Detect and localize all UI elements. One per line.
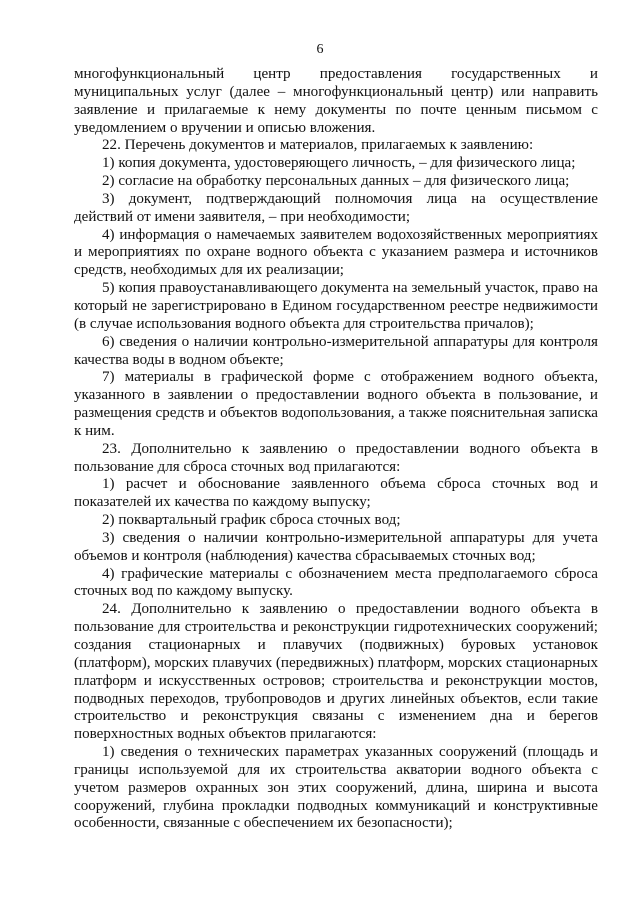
- paragraph: 4) графические материалы с обозначением места предполагаемого сброса сточных вод по каждому выпуску.: [74, 565, 598, 600]
- paragraph: 3) документ, подтверждающий полномочия лица на осуществление действий от имени заявителя, – при необходимости;: [74, 190, 598, 225]
- paragraph: 7) материалы в графической форме с отображением водного объекта, указанного в заявлении о предоставлении водного объекта в пользование, и размещения средств и объектов водопользования, а также пояснительная записка к ним.: [74, 369, 598, 439]
- paragraph: 6) сведения о наличии контрольно-измерительной аппаратуры для контроля качества воды в водном объекте;: [74, 333, 598, 368]
- paragraph: 5) копия правоустанавливающего документа на земельный участок, право на который не зарегистрировано в Едином государственном реестре недвижимости (в случае использования водного объекта для строительства причалов);: [74, 280, 598, 332]
- paragraph: 3) сведения о наличии контрольно-измерительной аппаратуры для учета объемов и контроля (наблюдения) качества сбрасываемых сточных вод;: [74, 529, 598, 564]
- paragraph: 1) расчет и обоснование заявленного объема сброса сточных вод и показателей их качества по каждому выпуску;: [74, 476, 598, 511]
- paragraph: 1) сведения о технических параметрах указанных сооружений (площадь и границы используемой для их строительства акватории водного объекта с учетом размеров охранных зон этих сооружений, длина, ширина и высота сооружений, глубина прокладки подводных коммуникаций и конструктивные особенности, связанные с обеспечением их безопасности);: [74, 744, 598, 832]
- paragraph: 4) информация о намечаемых заявителем водохозяйственных мероприятиях и мероприятиях по охране водного объекта с указанием размера и источников средств, необходимых для их реализации;: [74, 226, 598, 279]
- paragraph: 2) согласие на обработку персональных данных – для физического лица;: [102, 173, 570, 190]
- paragraph: 1) копия документа, удостоверяющего личность, – для физического лица;: [102, 155, 576, 172]
- paragraph: 2) поквартальный график сброса сточных вод;: [102, 512, 401, 529]
- paragraph: многофункциональный центр предоставления государственных и муниципальных услуг (далее – многофункциональный центр) или направить заявление и прилагаемые к нему документы по почте ценным письмом с уведомлением о вручении и описью вложения.: [74, 66, 598, 136]
- page-number: 6: [316, 42, 324, 57]
- paragraph: 24. Дополнительно к заявлению о предоставлении водного объекта в пользование для строительства и реконструкции гидротехнических сооружений; создания стационарных и плавучих (подвижных) буровых установок (платформ), морских плавучих (передвижных) платформ, морских стационарных платформ и искусственных островов; строительства и реконструкции мостов, подводных переходов, трубопроводов и других линейных объектов, если такие строительство и реконструкция связаны с изменением дна и берегов поверхностных водных объектов прилагаются:: [74, 601, 598, 743]
- document-body: [74, 66, 598, 833]
- paragraph: 22. Перечень документов и материалов, прилагаемых к заявлению:: [102, 137, 534, 154]
- paragraph: 23. Дополнительно к заявлению о предоставлении водного объекта в пользование для сброса сточных вод прилагаются:: [74, 440, 598, 475]
